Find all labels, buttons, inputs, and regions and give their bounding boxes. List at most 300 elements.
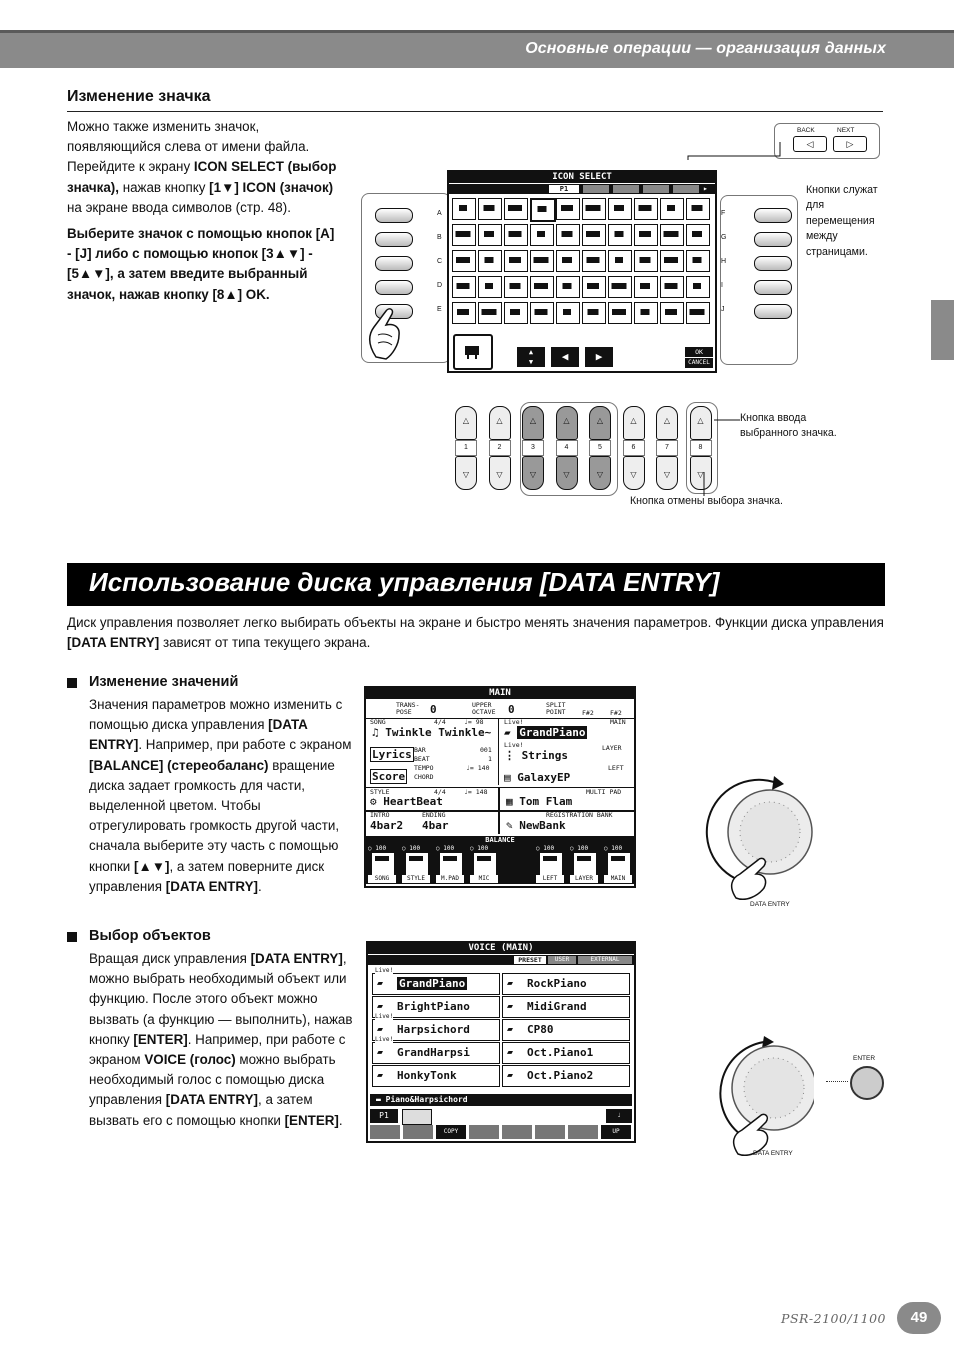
multipad-name-text: Tom Flam bbox=[519, 795, 573, 808]
voice-bottom-button[interactable] bbox=[535, 1125, 565, 1139]
instrument-icon bbox=[531, 277, 551, 295]
style-tempo: ♩= 148 bbox=[464, 788, 488, 796]
icon-cell[interactable] bbox=[660, 276, 684, 298]
tab-p3[interactable] bbox=[613, 185, 639, 193]
left-tag: LEFT bbox=[608, 764, 624, 772]
intro-value[interactable]: 4bar2 bbox=[370, 819, 404, 832]
instrument-icon bbox=[687, 277, 707, 295]
icon-para1-run: нажав кнопку bbox=[118, 179, 210, 195]
button-5-down[interactable]: ▽ bbox=[589, 456, 611, 490]
piano-icon: ▰ bbox=[377, 1024, 384, 1035]
icon-cell[interactable] bbox=[452, 198, 476, 220]
intro-run: зависят от типа текущего экрана. bbox=[159, 635, 371, 651]
side-button-label-i: I bbox=[721, 282, 723, 289]
tab-external[interactable]: EXTERNAL bbox=[578, 956, 632, 964]
chord-label: CHORD bbox=[414, 773, 434, 781]
icon-cell[interactable] bbox=[660, 250, 684, 272]
side-button-label-h: H bbox=[721, 258, 727, 265]
voice-bottom-button[interactable] bbox=[370, 1125, 400, 1139]
sub1-run: вращение диска задает громкость для части, выделенной цветом. Чтобы отрегулировать громкость другой части, сначала выберите эту часть с помощью кнопки bbox=[89, 757, 340, 874]
multipad-name[interactable]: ▦ Tom Flam bbox=[506, 795, 573, 808]
icon-para1-run: на экране ввода символов (стр. 48). bbox=[67, 199, 291, 215]
button-3-label: 3 bbox=[522, 440, 544, 456]
side-tab bbox=[931, 300, 954, 360]
icon-cell[interactable] bbox=[530, 302, 554, 324]
demo-button[interactable]: ♩ bbox=[606, 1109, 632, 1123]
button-2-down[interactable]: ▽ bbox=[489, 456, 511, 490]
slider-knob[interactable] bbox=[611, 856, 625, 861]
side-button-label-c: C bbox=[437, 258, 443, 265]
instrument-icon bbox=[505, 225, 525, 243]
up-label: UP bbox=[612, 1128, 620, 1135]
instrument-icon bbox=[557, 277, 577, 295]
tempo-value: ♩= 140 bbox=[466, 764, 490, 772]
button-7-up[interactable]: △ bbox=[656, 406, 678, 440]
instrument-icon bbox=[609, 251, 629, 269]
icon-cell[interactable] bbox=[452, 250, 476, 272]
button-3-down[interactable]: ▽ bbox=[522, 456, 544, 490]
balance-slider[interactable] bbox=[540, 853, 562, 875]
back-button[interactable]: ◁ bbox=[793, 136, 827, 152]
voice-tabs bbox=[368, 955, 634, 965]
layer-live-tag: Live! bbox=[504, 741, 524, 749]
voice-bottom-bar bbox=[370, 1109, 632, 1139]
layer-tag: LAYER bbox=[602, 744, 622, 752]
button-1-label: 1 bbox=[455, 440, 477, 456]
icon-cell[interactable] bbox=[634, 276, 658, 298]
instrument-icon bbox=[505, 277, 525, 295]
voice-bottom-button[interactable] bbox=[436, 1125, 466, 1139]
copy-label: COPY bbox=[443, 1128, 459, 1135]
button-8-label: 8 bbox=[690, 440, 712, 456]
balance-value: ○ 100 bbox=[368, 845, 387, 852]
annot-enter: Кнопка ввода выбранного значка. bbox=[740, 412, 837, 440]
voice-bottom-button[interactable] bbox=[469, 1125, 499, 1139]
icon-cell[interactable] bbox=[608, 302, 632, 324]
side-button-j[interactable] bbox=[754, 304, 792, 319]
balance-part-label: M.PAD bbox=[436, 875, 464, 883]
icon-cell[interactable] bbox=[608, 224, 632, 246]
instrument-icon bbox=[687, 251, 707, 269]
sub2-run: Вращая диск управления bbox=[89, 951, 251, 966]
main-tag: MAIN bbox=[610, 718, 626, 726]
balance-slider[interactable] bbox=[406, 853, 428, 875]
side-button-h[interactable] bbox=[754, 256, 792, 271]
bar-value: 001 bbox=[480, 746, 492, 754]
ok-button[interactable]: OK bbox=[685, 347, 713, 357]
regbank-label: REGISTRATION BANK bbox=[546, 811, 613, 819]
icon-cell[interactable] bbox=[504, 276, 528, 298]
ending-label: ENDING bbox=[422, 811, 446, 819]
song-meter: 4/4 bbox=[434, 718, 446, 726]
sub2-run: [DATA ENTRY] bbox=[165, 1092, 258, 1108]
icon-cell[interactable] bbox=[478, 198, 502, 220]
tab-user[interactable]: USER bbox=[548, 956, 576, 964]
instrument-icon bbox=[453, 225, 473, 243]
live-tag: Live! bbox=[375, 1013, 394, 1020]
icon-cell[interactable] bbox=[634, 224, 658, 246]
icon-change-text bbox=[67, 117, 339, 305]
balance-block bbox=[366, 836, 634, 884]
tab-next-arrow-icon[interactable]: ▸ bbox=[703, 184, 708, 193]
icon-cell[interactable] bbox=[504, 224, 528, 246]
instrument-icon bbox=[583, 225, 603, 243]
icon-para1-run: [1▼] ICON (значок) bbox=[209, 179, 334, 195]
instrument-icon bbox=[557, 303, 577, 321]
icon-cell[interactable] bbox=[686, 224, 710, 246]
next-label: NEXT bbox=[837, 127, 855, 134]
upper-octave-value: 0 bbox=[508, 703, 515, 716]
instrument-icon bbox=[479, 303, 499, 321]
side-button-label-g: G bbox=[721, 234, 727, 241]
instrument-icon bbox=[532, 200, 552, 218]
regbank-name[interactable]: ✎ NewBank bbox=[506, 819, 566, 832]
page-nav-panel bbox=[774, 123, 880, 159]
icon-cell[interactable] bbox=[634, 198, 658, 220]
intro-run: Диск управления позволяет легко выбирать объекты на экране и быстро менять значения параметров. Функции диска управления bbox=[67, 615, 884, 630]
side-button-f[interactable] bbox=[754, 208, 792, 223]
sub1-run: , а затем поверните диск управления bbox=[89, 858, 325, 894]
voice-item[interactable] bbox=[372, 1065, 500, 1087]
side-button-b[interactable] bbox=[375, 232, 413, 247]
balance-part-label: SONG bbox=[368, 875, 396, 883]
icon-cell[interactable] bbox=[634, 302, 658, 324]
icon-cell[interactable] bbox=[686, 250, 710, 272]
icon-cell[interactable] bbox=[608, 250, 632, 272]
style-name[interactable]: ⚙ HeartBeat bbox=[370, 795, 443, 808]
instrument-icon bbox=[609, 199, 629, 217]
button-2-up[interactable]: △ bbox=[489, 406, 511, 440]
dial-label-2: DATA ENTRY bbox=[753, 1150, 793, 1157]
instrument-icon bbox=[583, 251, 603, 269]
instrument-icon bbox=[453, 251, 473, 269]
data-entry-title-bar bbox=[67, 563, 885, 606]
balance-value: ○ 100 bbox=[470, 845, 489, 852]
instrument-icon bbox=[479, 277, 499, 295]
transpose-value: 0 bbox=[430, 703, 437, 716]
voice-name: HonkyTonk bbox=[397, 1069, 457, 1082]
instrument-icon bbox=[635, 251, 655, 269]
side-button-i[interactable] bbox=[754, 280, 792, 295]
instrument-icon bbox=[687, 225, 707, 243]
button-1-down[interactable]: ▽ bbox=[455, 456, 477, 490]
balance-value: ○ 100 bbox=[570, 845, 589, 852]
icon-para1-run: Можно также изменить значок, появляющийся слева от имени файла. Перейдите к экрану bbox=[67, 119, 310, 175]
balance-part-label: MAIN bbox=[604, 875, 632, 883]
slider-knob[interactable] bbox=[409, 856, 423, 861]
sub1-run: . Например, при работе с экраном bbox=[138, 737, 352, 753]
icon-cell[interactable] bbox=[452, 276, 476, 298]
balance-part-label: LAYER bbox=[570, 875, 598, 883]
lyrics-button[interactable]: Lyrics bbox=[372, 748, 412, 761]
song-block[interactable] bbox=[368, 719, 499, 785]
button-6-up[interactable]: △ bbox=[623, 406, 645, 440]
icon-cell[interactable] bbox=[634, 250, 658, 272]
icon-cell[interactable] bbox=[504, 302, 528, 324]
instrument-icon bbox=[687, 303, 707, 321]
sub2-text bbox=[89, 949, 354, 1131]
score-button[interactable]: Score bbox=[372, 770, 406, 783]
instrument-icon bbox=[479, 251, 499, 269]
balance-part-label: STYLE bbox=[402, 875, 430, 883]
voice-bottom-button[interactable] bbox=[568, 1125, 598, 1139]
icon-cell[interactable] bbox=[504, 198, 528, 220]
icon-cell[interactable] bbox=[686, 276, 710, 298]
bullet-square bbox=[67, 678, 77, 688]
sub2-run: , можно выбрать необходимый объект или функцию. После этого объект можно вызвать (а функцию — выполнить), нажав кнопку bbox=[89, 951, 353, 1047]
sub2-heading: Выбор объектов bbox=[89, 928, 211, 944]
enter-button[interactable] bbox=[850, 1066, 884, 1100]
sub2-run: . Например, при работе с экраном bbox=[89, 1031, 346, 1068]
icon-cell[interactable] bbox=[660, 224, 684, 246]
instrument-icon bbox=[635, 225, 655, 243]
side-button-d[interactable] bbox=[375, 280, 413, 295]
sub1-heading: Изменение значений bbox=[89, 674, 239, 690]
left-voice[interactable]: ▤ GalaxyEP bbox=[504, 771, 571, 784]
main-voice[interactable]: ▰ GrandPiano bbox=[504, 726, 586, 739]
voice-item[interactable] bbox=[502, 1065, 630, 1087]
icon-cell[interactable] bbox=[452, 224, 476, 246]
page-p1[interactable]: P1 bbox=[370, 1109, 398, 1123]
voice-name: Harpsichord bbox=[397, 1023, 470, 1036]
side-button-label-a: A bbox=[437, 210, 442, 217]
instrument-icon bbox=[453, 303, 473, 321]
button-5-label: 5 bbox=[589, 440, 611, 456]
instrument-icon bbox=[661, 251, 681, 269]
button-4-up[interactable]: △ bbox=[556, 406, 578, 440]
side-button-label-f: F bbox=[721, 210, 726, 217]
icon-cell[interactable] bbox=[608, 276, 632, 298]
back-label: BACK bbox=[797, 127, 815, 134]
icon-cell[interactable] bbox=[478, 224, 502, 246]
button-8-down[interactable]: ▽ bbox=[690, 456, 712, 490]
data-entry-dial-2[interactable] bbox=[704, 1030, 814, 1160]
piano-icon: ▰ bbox=[377, 1047, 384, 1058]
side-button-label-j: J bbox=[721, 306, 725, 313]
split-point-label: SPLIT POINT bbox=[546, 701, 566, 716]
beat-value: 1 bbox=[488, 755, 492, 763]
icon-cell[interactable] bbox=[608, 198, 632, 220]
page-p2[interactable] bbox=[402, 1109, 432, 1125]
icon-cell[interactable] bbox=[686, 198, 710, 220]
slider-knob[interactable] bbox=[577, 856, 591, 861]
voice-item[interactable] bbox=[372, 1036, 500, 1064]
voice-item[interactable] bbox=[372, 967, 500, 995]
sub1-run: [DATA ENTRY] bbox=[89, 717, 308, 753]
instrument-icon bbox=[609, 303, 629, 321]
icon-cell[interactable] bbox=[582, 302, 606, 324]
split-value-1: F#2 bbox=[582, 709, 594, 717]
icon-cell[interactable] bbox=[556, 198, 580, 220]
button-2-label: 2 bbox=[489, 440, 511, 456]
style-name-text: HeartBeat bbox=[383, 795, 443, 808]
style-block bbox=[366, 787, 634, 836]
button-3-up[interactable]: △ bbox=[522, 406, 544, 440]
song-tempo: ♩= 98 bbox=[464, 718, 484, 726]
side-button-label-b: B bbox=[437, 234, 442, 241]
side-button-a[interactable] bbox=[375, 208, 413, 223]
icon-cell[interactable] bbox=[478, 302, 502, 324]
instrument-icon bbox=[609, 277, 629, 295]
sub2-run: можно выбрать необходимый голос с помощью диска управления bbox=[89, 1052, 336, 1108]
instrument-icon bbox=[635, 303, 655, 321]
balance-slider[interactable] bbox=[608, 853, 630, 875]
sub2-run: [ENTER] bbox=[133, 1031, 188, 1047]
slider-knob[interactable] bbox=[375, 856, 389, 861]
instrument-icon bbox=[609, 225, 629, 243]
icon-cell[interactable] bbox=[686, 302, 710, 324]
icon-cell[interactable] bbox=[582, 198, 606, 220]
voices-block bbox=[502, 719, 632, 785]
voice-screen bbox=[366, 941, 636, 1143]
icon-change-para2: Выберите значок с помощью кнопок [A] - [J] либо с помощью кнопок [3▲▼] - [5▲▼], а затем введите выбранный значок, нажав кнопку [8▲] OK. bbox=[67, 226, 335, 302]
instrument-icon bbox=[479, 225, 499, 243]
voice-item[interactable] bbox=[502, 1042, 630, 1064]
model-name: PSR-2100/1100 bbox=[781, 1311, 886, 1326]
tab-p5[interactable] bbox=[673, 185, 699, 193]
instrument-icon bbox=[661, 303, 681, 321]
intro-label: INTRO bbox=[370, 811, 390, 819]
icon-cell[interactable] bbox=[478, 276, 502, 298]
tab-p1[interactable]: P1 bbox=[549, 185, 579, 193]
voice-item[interactable] bbox=[502, 1019, 630, 1041]
balance-slider[interactable] bbox=[440, 853, 462, 875]
voice-screen-title: VOICE (MAIN) bbox=[368, 943, 634, 954]
voice-item[interactable] bbox=[502, 996, 630, 1018]
sub2-run: [ENTER] bbox=[284, 1112, 339, 1128]
balance-value: ○ 100 bbox=[604, 845, 623, 852]
icon-cell[interactable] bbox=[530, 224, 554, 246]
annot-cancel: Кнопка отмены выбора значка. bbox=[630, 495, 783, 507]
button-4-down[interactable]: ▽ bbox=[556, 456, 578, 490]
piano-icon: ▰ bbox=[507, 1047, 514, 1058]
button-7-down[interactable]: ▽ bbox=[656, 456, 678, 490]
side-button-g[interactable] bbox=[754, 232, 792, 247]
voice-name: GrandPiano bbox=[399, 977, 466, 990]
sub1-run: [DATA ENTRY] bbox=[165, 878, 258, 894]
button-1-up[interactable]: △ bbox=[455, 406, 477, 440]
live-tag: Live! bbox=[375, 1036, 394, 1043]
balance-part-label: LEFT bbox=[536, 875, 564, 883]
balance-value: ○ 100 bbox=[536, 845, 555, 852]
tab-p4[interactable] bbox=[643, 185, 669, 193]
icon-cell[interactable] bbox=[530, 276, 554, 298]
section-title: Основные операции — организация данных bbox=[525, 40, 886, 57]
icon-cell[interactable] bbox=[556, 276, 580, 298]
beat-label: BEAT bbox=[414, 755, 430, 763]
sub1-run: [BALANCE] (стереобаланс) bbox=[89, 757, 269, 773]
icon-cell[interactable] bbox=[582, 276, 606, 298]
layer-voice-text: Strings bbox=[521, 749, 568, 762]
finger-icon bbox=[366, 305, 406, 360]
folder-icon: ▬ bbox=[376, 1095, 381, 1104]
icon-cell[interactable] bbox=[556, 250, 580, 272]
annot-pages: Кнопки служат для перемещения между страницами. bbox=[806, 184, 878, 258]
icon-cell[interactable] bbox=[660, 198, 684, 220]
transpose-label: TRANS-POSE bbox=[396, 701, 420, 716]
voice-bottom-button[interactable] bbox=[502, 1125, 532, 1139]
pages-leader-line bbox=[686, 140, 782, 160]
icon-cell[interactable] bbox=[556, 224, 580, 246]
balance-slider[interactable] bbox=[474, 853, 496, 875]
sub2-run: VOICE (голос) bbox=[144, 1052, 236, 1068]
slider-knob[interactable] bbox=[477, 856, 491, 861]
icon-cell[interactable] bbox=[478, 250, 502, 272]
button-7-label: 7 bbox=[656, 440, 678, 456]
voice-item[interactable] bbox=[502, 973, 630, 995]
icon-cell[interactable] bbox=[582, 250, 606, 272]
icon-para1-run: ICON SELECT (выбор значка), bbox=[67, 159, 337, 195]
sub1-text bbox=[89, 695, 354, 897]
multipad-label: MULTI PAD bbox=[586, 788, 622, 796]
split-value-2: F#2 bbox=[610, 709, 622, 717]
icon-cell[interactable] bbox=[530, 250, 554, 272]
icon-cell[interactable] bbox=[452, 302, 476, 324]
slider-knob[interactable] bbox=[543, 856, 557, 861]
voice-bottom-button[interactable] bbox=[601, 1125, 631, 1139]
slider-knob[interactable] bbox=[443, 856, 457, 861]
intro-run: [DATA ENTRY] bbox=[67, 635, 160, 651]
enter-label: ENTER bbox=[853, 1055, 876, 1062]
tab-p2[interactable] bbox=[583, 185, 609, 193]
button-5-up[interactable]: △ bbox=[589, 406, 611, 440]
icon-cell[interactable] bbox=[660, 302, 684, 324]
icon-cell[interactable] bbox=[556, 302, 580, 324]
next-button-icon[interactable]: ▶ bbox=[585, 347, 613, 367]
layer-voice[interactable]: ⋮ Strings bbox=[504, 749, 568, 762]
button-6-down[interactable]: ▽ bbox=[623, 456, 645, 490]
selected-icon-preview bbox=[453, 334, 493, 370]
voice-bottom-button[interactable] bbox=[403, 1125, 433, 1139]
main-screen-title: MAIN bbox=[366, 688, 634, 699]
tab-preset[interactable]: PRESET bbox=[514, 956, 546, 964]
icon-cell[interactable] bbox=[530, 198, 556, 222]
instrument-icon bbox=[661, 225, 681, 243]
data-entry-dial-1[interactable] bbox=[704, 770, 814, 920]
updown-button[interactable]: ▲ ▼ bbox=[517, 347, 545, 367]
instrument-icon bbox=[531, 225, 551, 243]
instrument-icon bbox=[583, 199, 603, 217]
ending-value[interactable]: 4bar bbox=[422, 819, 449, 832]
balance-part-label: MIC bbox=[470, 875, 498, 883]
balance-slider[interactable] bbox=[372, 853, 394, 875]
icon-cell[interactable] bbox=[504, 250, 528, 272]
data-entry-title: Использование диска управления [DATA ENTRY] bbox=[89, 567, 720, 597]
piano-icon: ▰ bbox=[507, 1001, 514, 1012]
instrument-icon bbox=[635, 199, 655, 217]
buttons-3-5-highlight bbox=[520, 402, 618, 496]
balance-slider[interactable] bbox=[574, 853, 596, 875]
folder-name: Piano&Harpsichord bbox=[385, 1095, 468, 1104]
voice-name: Oct.Piano1 bbox=[527, 1046, 594, 1059]
cancel-button[interactable]: CANCEL bbox=[685, 358, 713, 368]
upper-octave-label: UPPER OCTAVE bbox=[472, 701, 496, 716]
instrument-icon bbox=[505, 251, 525, 269]
side-button-c[interactable] bbox=[375, 256, 413, 271]
enter-dotted-line bbox=[826, 1081, 848, 1082]
prev-button-icon[interactable]: ◀ bbox=[551, 347, 579, 367]
next-button[interactable]: ▷ bbox=[833, 136, 867, 152]
icon-grid bbox=[452, 198, 714, 328]
button-8-up[interactable]: △ bbox=[690, 406, 712, 440]
side-button-label-d: D bbox=[437, 282, 443, 289]
folder-bar bbox=[370, 1094, 632, 1106]
instrument-icon bbox=[531, 303, 551, 321]
icon-cell[interactable] bbox=[582, 224, 606, 246]
piano-icon: ▰ bbox=[507, 978, 514, 989]
song-label: SONG bbox=[370, 718, 386, 726]
left-voice-text: GalaxyEP bbox=[517, 771, 571, 784]
